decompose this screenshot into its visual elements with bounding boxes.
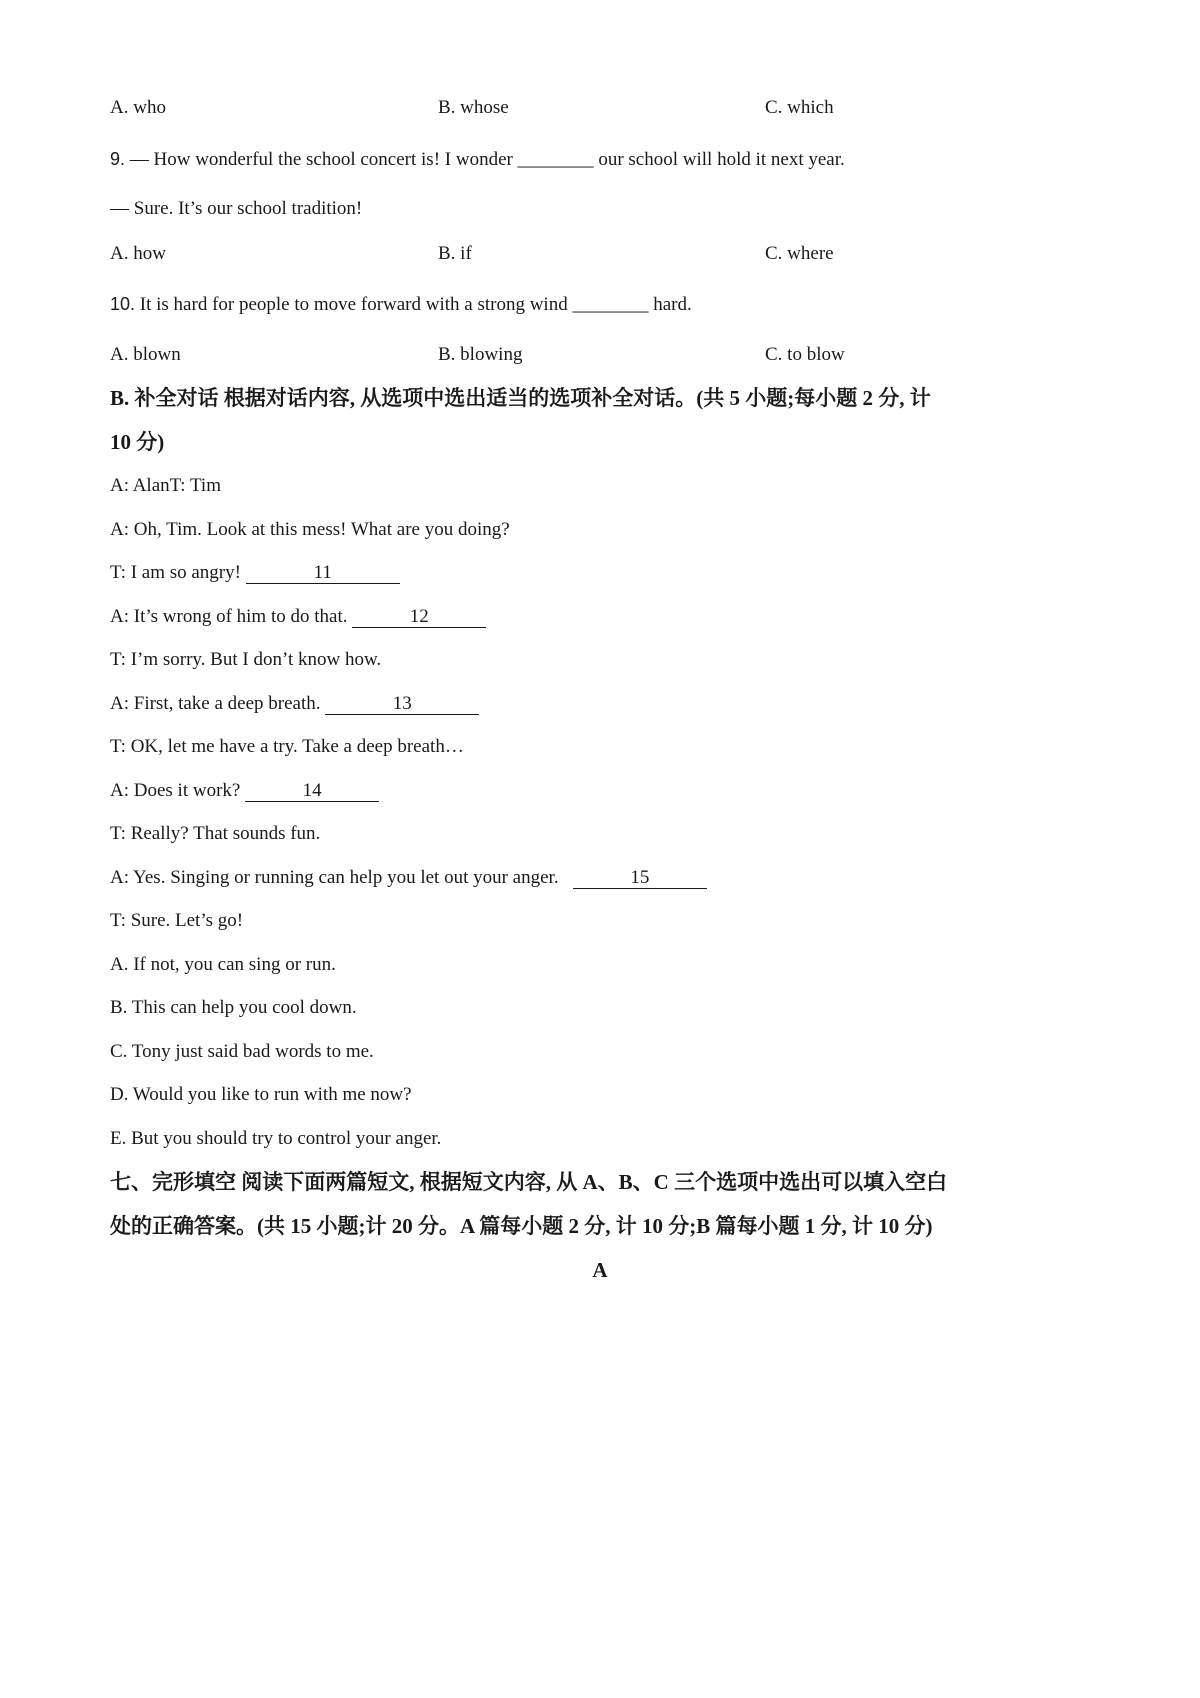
dialogue-line-8	[110, 822, 320, 846]
dialogue-line-5	[110, 692, 479, 716]
blank-13: 13	[325, 694, 479, 715]
q9-option-b: B. if	[438, 243, 472, 264]
dialogue-speakers: A: AlanT: Tim	[110, 475, 221, 496]
dialogue-line-9	[110, 866, 707, 890]
choice-d: D. Would you like to run with me now?	[110, 1084, 412, 1105]
q9-prompt-after: our school will hold it next year.	[593, 149, 845, 170]
blank-12: 12	[352, 607, 486, 628]
q8-option-a: A. who	[110, 97, 166, 118]
dialogue-line-3	[110, 605, 486, 629]
dialogue-text: T: I am so angry!	[110, 562, 246, 583]
passage-label: A	[592, 1258, 608, 1282]
q10-option-c: C. to blow	[765, 344, 845, 365]
dialogue-text: A: First, take a deep breath.	[110, 693, 326, 714]
dialogue-text: T: I’m sorry. But I don’t know how.	[110, 649, 382, 670]
q9-blank: ________	[517, 149, 594, 170]
q10-option-a: A. blown	[110, 344, 181, 365]
dialogue-line-2	[110, 561, 400, 585]
choice-b: B. This can help you cool down.	[110, 997, 357, 1018]
dialogue-line-6	[110, 735, 464, 759]
q9-prompt-before: — How wonderful the school concert is! I wonder	[125, 149, 518, 170]
q9-reply: — Sure. It’s our school tradition!	[110, 198, 363, 219]
dialogue-text: T: Sure. Let’s go!	[110, 910, 244, 931]
blank-15: 15	[573, 868, 707, 889]
dialogue-line-10	[110, 909, 243, 933]
q9-prompt	[110, 147, 845, 172]
dialogue-line-1	[110, 518, 510, 542]
q8-option-b: B. whose	[438, 97, 509, 118]
section-b-heading-line1: B. 补全对话 根据对话内容, 从选项中选出适当的选项补全对话。(共 5 小题;每小题 2 分, 计	[110, 386, 931, 410]
q8-option-c: C. which	[765, 97, 834, 118]
dialogue-line-4	[110, 648, 381, 672]
dialogue-text: A: Yes. Singing or running can help you let out your anger.	[110, 867, 573, 888]
choice-c: C. Tony just said bad words to me.	[110, 1041, 374, 1062]
section-b-heading-line2: 10 分)	[110, 430, 165, 454]
q9-option-a: A. how	[110, 243, 166, 264]
dialogue-text: A: It’s wrong of him to do that.	[110, 606, 353, 627]
choice-e: E. But you should try to control your anger.	[110, 1128, 442, 1149]
dialogue-line-7	[110, 779, 379, 803]
dialogue-text: T: OK, let me have a try. Take a deep breath…	[110, 736, 464, 757]
q10-prompt	[110, 292, 692, 317]
dialogue-text: A: Does it work?	[110, 780, 246, 801]
choice-a: A. If not, you can sing or run.	[110, 954, 336, 975]
section-7-heading-line1: 七、完形填空 阅读下面两篇短文, 根据短文内容, 从 A、B、C 三个选项中选出可以填入空白	[110, 1170, 948, 1194]
q9-option-c: C. where	[765, 243, 834, 264]
q10-option-b: B. blowing	[438, 344, 523, 365]
q10-blank: ________	[572, 294, 649, 315]
q9-number: 9.	[110, 149, 126, 169]
q10-prompt-after: hard.	[648, 294, 692, 315]
section-7-heading-line2: 处的正确答案。(共 15 小题;计 20 分。A 篇每小题 2 分, 计 10 分;B 篇每小题 1 分, 计 10 分)	[110, 1214, 933, 1238]
dialogue-text: T: Really? That sounds fun.	[110, 823, 321, 844]
q10-number: 10.	[110, 294, 136, 314]
q10-prompt-before: It is hard for people to move forward with a strong wind	[135, 294, 573, 315]
dialogue-text: A: Oh, Tim. Look at this mess! What are you doing?	[110, 519, 510, 540]
blank-11: 11	[246, 563, 400, 584]
blank-14: 14	[245, 781, 379, 802]
